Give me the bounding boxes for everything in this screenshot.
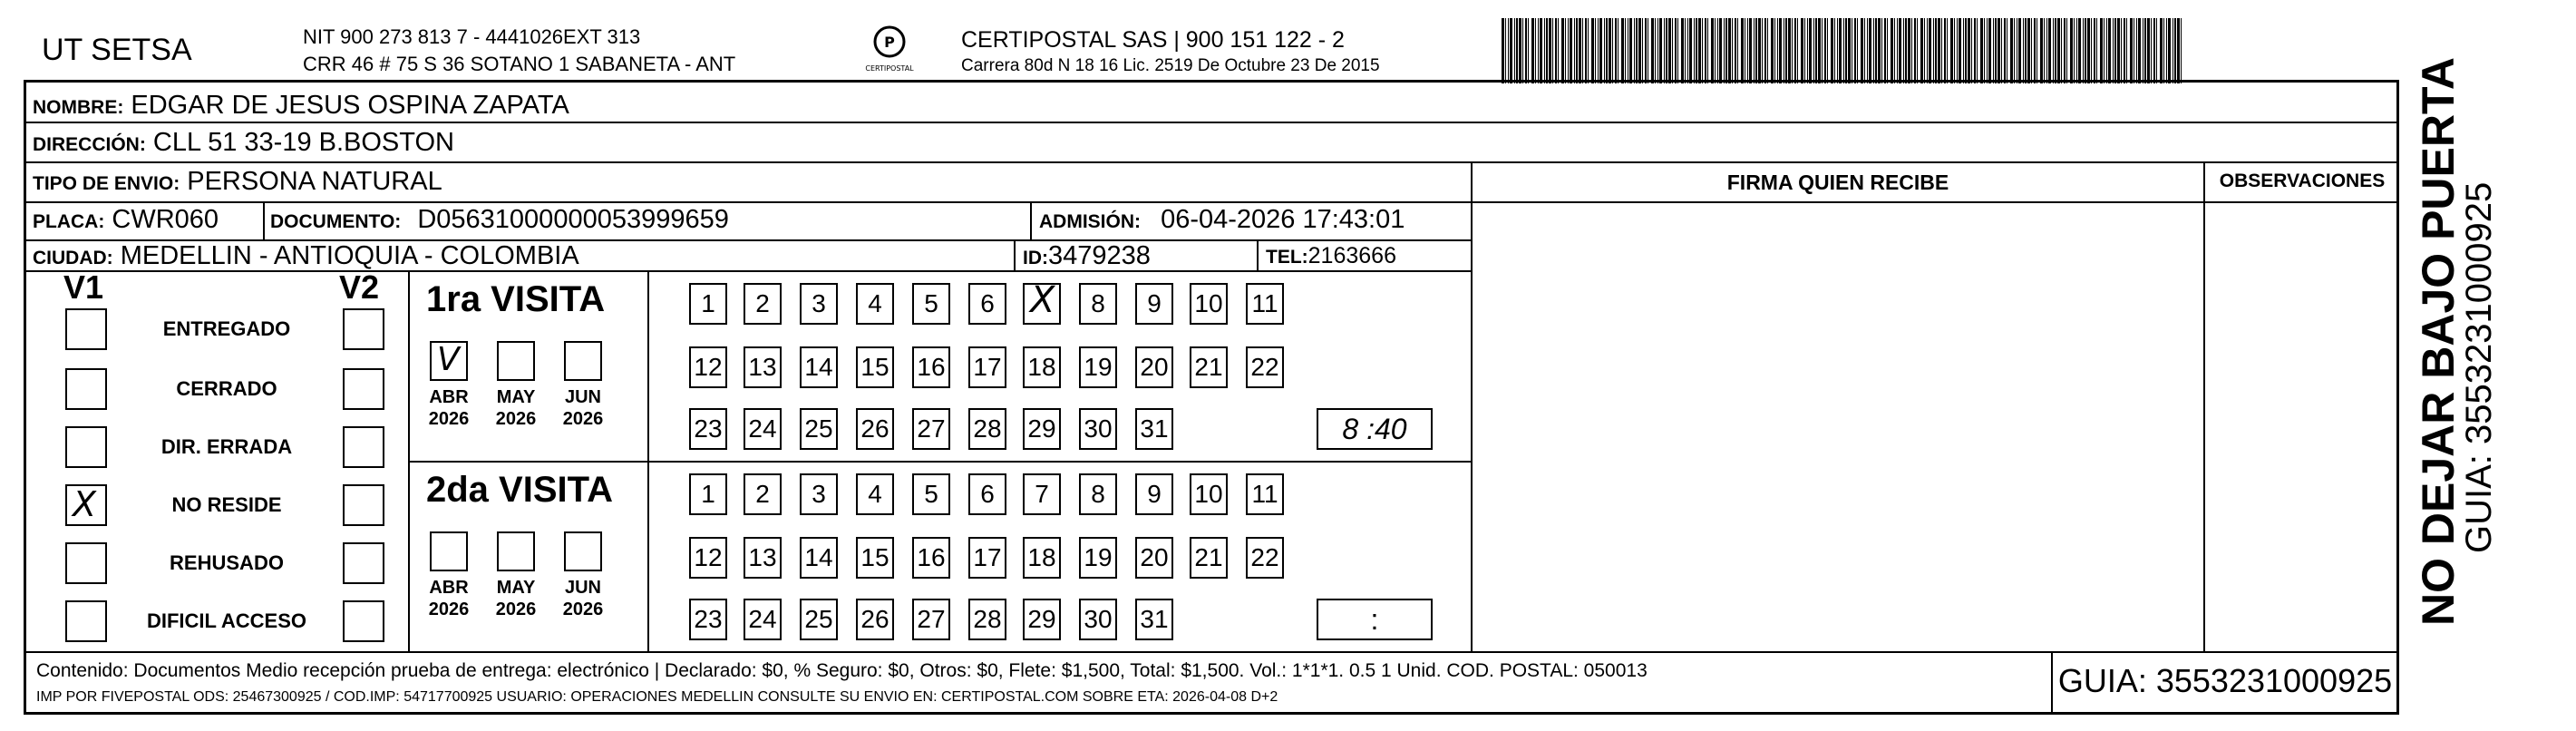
v1-checkbox[interactable] xyxy=(65,484,107,526)
day-box[interactable]: 11 xyxy=(1246,473,1284,515)
month-name: JUN xyxy=(564,578,601,598)
observations-area[interactable] xyxy=(2207,203,2397,649)
status-label: DIFICIL ACCESO xyxy=(146,609,306,632)
month-checkbox[interactable] xyxy=(497,341,535,381)
day-box[interactable]: 20 xyxy=(1135,537,1173,579)
day-box[interactable]: 2 xyxy=(744,283,782,325)
day-check-mark: X xyxy=(1030,279,1055,321)
day-box[interactable]: 29 xyxy=(1023,408,1061,450)
month-year: 2026 xyxy=(562,409,604,429)
day-box[interactable]: 17 xyxy=(968,537,1006,579)
day-box[interactable]: 23 xyxy=(689,408,727,450)
day-box[interactable]: 6 xyxy=(968,473,1006,515)
plate-label: PLACA: xyxy=(33,211,105,232)
v2-checkbox[interactable] xyxy=(343,426,384,468)
admission-field xyxy=(1039,205,1405,235)
day-box[interactable]: 10 xyxy=(1190,473,1228,515)
day-box[interactable]: 16 xyxy=(912,346,950,388)
admission-label: ADMISIÓN: xyxy=(1039,211,1141,232)
day-box[interactable]: 21 xyxy=(1190,537,1228,579)
footer-guide-number: GUIA: 3553231000925 xyxy=(2057,662,2393,699)
name-value: EDGAR DE JESUS OSPINA ZAPATA xyxy=(131,91,569,120)
day-box[interactable]: 7 xyxy=(1023,473,1061,515)
day-box[interactable]: 8 xyxy=(1079,473,1117,515)
city-label: CIUDAD: xyxy=(33,248,113,268)
day-box[interactable]: 17 xyxy=(968,346,1006,388)
month-name: JUN xyxy=(564,387,601,407)
signature-area[interactable] xyxy=(1474,203,2202,649)
status-label: CERRADO xyxy=(176,377,277,400)
day-box[interactable]: 29 xyxy=(1023,599,1061,640)
day-box[interactable]: 12 xyxy=(689,537,727,579)
day-box[interactable]: 26 xyxy=(856,408,894,450)
address-value: CLL 51 33-19 B.BOSTON xyxy=(152,128,454,157)
v1-header: V1 xyxy=(63,268,104,306)
day-box[interactable]: 13 xyxy=(744,346,782,388)
day-box[interactable]: 5 xyxy=(912,473,950,515)
day-box[interactable]: 28 xyxy=(968,599,1006,640)
v1-checkbox[interactable] xyxy=(65,600,107,642)
month-label xyxy=(556,386,610,430)
day-box[interactable]: 27 xyxy=(912,599,950,640)
day-box[interactable]: 24 xyxy=(744,599,782,640)
tel-field xyxy=(1266,243,1396,269)
v2-checkbox[interactable] xyxy=(343,542,384,584)
svg-text:P: P xyxy=(884,34,895,51)
time-box[interactable]: 8 :40 xyxy=(1317,408,1433,450)
status-label: REHUSADO xyxy=(170,551,284,574)
day-box[interactable]: 16 xyxy=(912,537,950,579)
month-year: 2026 xyxy=(495,599,537,619)
time-box[interactable]: : xyxy=(1317,599,1433,640)
id-label: ID: xyxy=(1023,248,1048,268)
address-line: CRR 46 # 75 S 36 SOTANO 1 SABANETA - ANT xyxy=(303,53,736,75)
month-name: MAY xyxy=(496,387,536,407)
document-field xyxy=(270,205,729,235)
admission-value: 06-04-2026 17:43:01 xyxy=(1161,205,1405,234)
id-value: 3479238 xyxy=(1048,241,1151,270)
month-year: 2026 xyxy=(495,409,537,429)
company-name: UT SETSA xyxy=(42,33,192,67)
month-year: 2026 xyxy=(428,599,470,619)
name-label: NOMBRE: xyxy=(33,97,124,118)
side-guide-number: GUIA: 3553231000925 xyxy=(2459,181,2499,553)
nit-line: NIT 900 273 813 7 - 4441026EXT 313 xyxy=(303,25,641,48)
day-box[interactable]: 27 xyxy=(912,408,950,450)
day-box[interactable]: 25 xyxy=(800,599,838,640)
v2-checkbox[interactable] xyxy=(343,368,384,410)
month-label xyxy=(422,386,476,430)
month-year: 2026 xyxy=(562,599,604,619)
day-box[interactable]: 19 xyxy=(1079,346,1117,388)
v1-checkbox[interactable] xyxy=(65,542,107,584)
month-checkbox[interactable] xyxy=(430,531,468,571)
day-box[interactable]: 8 xyxy=(1079,283,1117,325)
status-label: DIR. ERRADA xyxy=(160,435,293,458)
day-box[interactable]: 1 xyxy=(689,473,727,515)
day-box[interactable]: 13 xyxy=(744,537,782,579)
day-box[interactable]: 28 xyxy=(968,408,1006,450)
month-name: ABR xyxy=(429,578,469,598)
document-label: DOCUMENTO: xyxy=(270,211,402,232)
day-box[interactable]: 9 xyxy=(1135,473,1173,515)
city-value: MEDELLIN - ANTIOQUIA - COLOMBIA xyxy=(120,241,579,270)
v1-checkbox[interactable] xyxy=(65,308,107,350)
month-checkbox[interactable] xyxy=(497,531,535,571)
month-name: ABR xyxy=(429,387,469,407)
license-line: Carrera 80d N 18 16 Lic. 2519 De Octubre 23 De 2015 xyxy=(961,56,1380,75)
month-label xyxy=(489,386,543,430)
plate-field xyxy=(33,205,219,235)
day-box[interactable]: 21 xyxy=(1190,346,1228,388)
day-box[interactable]: 14 xyxy=(800,346,838,388)
month-checkbox[interactable] xyxy=(564,341,602,381)
day-box[interactable]: 26 xyxy=(856,599,894,640)
v1-check-mark: X xyxy=(73,484,97,524)
day-box[interactable]: 24 xyxy=(744,408,782,450)
document-value: D05631000000053999659 xyxy=(417,205,729,234)
content-line: Contenido: Documentos Medio recepción prueba de entrega: electrónico | Declarado: $0, % Seguro: $0, Otros: $0, Flete: $1,500, Total: $1,500. Vol.: 1*1*1. 0.5 1 Unid. COD. POSTAL: 050013 xyxy=(36,660,1648,681)
day-box[interactable]: 19 xyxy=(1079,537,1117,579)
address-field xyxy=(33,128,454,158)
day-box[interactable]: 11 xyxy=(1246,283,1284,325)
day-box[interactable]: 22 xyxy=(1246,537,1284,579)
month-label xyxy=(556,577,610,620)
v2-checkbox[interactable] xyxy=(343,308,384,350)
day-box[interactable]: 10 xyxy=(1190,283,1228,325)
day-box[interactable]: 30 xyxy=(1079,599,1117,640)
type-value: PERSONA NATURAL xyxy=(187,167,442,196)
day-box[interactable]: 18 xyxy=(1023,346,1061,388)
id-field xyxy=(1023,241,1151,271)
visit-title: 1ra VISITA xyxy=(426,279,606,319)
day-box[interactable]: 5 xyxy=(912,283,950,325)
day-box[interactable]: 31 xyxy=(1135,599,1173,640)
signature-column-header: FIRMA QUIEN RECIBE xyxy=(1726,171,1949,194)
day-box[interactable]: 2 xyxy=(744,473,782,515)
tel-value: 2163666 xyxy=(1307,243,1396,268)
day-box[interactable]: 14 xyxy=(800,537,838,579)
address-label: DIRECCIÓN: xyxy=(33,134,146,155)
status-label: NO RESIDE xyxy=(171,493,282,516)
day-box[interactable]: 3 xyxy=(800,473,838,515)
city-field xyxy=(33,241,579,271)
day-box[interactable] xyxy=(1023,279,1061,325)
day-box[interactable]: 1 xyxy=(689,283,727,325)
month-name: MAY xyxy=(496,578,536,598)
barcode-bar xyxy=(2182,18,2183,83)
day-box[interactable]: 31 xyxy=(1135,408,1173,450)
day-box[interactable]: 12 xyxy=(689,346,727,388)
day-box[interactable]: 30 xyxy=(1079,408,1117,450)
month-check-mark: V xyxy=(437,341,460,378)
day-box[interactable]: 20 xyxy=(1135,346,1173,388)
day-box[interactable]: 15 xyxy=(856,537,894,579)
barcode xyxy=(1502,18,2191,83)
certipostal-logo xyxy=(861,22,918,76)
v2-checkbox[interactable] xyxy=(343,484,384,526)
day-box[interactable]: 3 xyxy=(800,283,838,325)
month-year: 2026 xyxy=(428,409,470,429)
day-box[interactable]: 25 xyxy=(800,408,838,450)
month-checkbox[interactable] xyxy=(430,341,468,381)
day-box[interactable]: 4 xyxy=(856,473,894,515)
v1-checkbox[interactable] xyxy=(65,426,107,468)
day-box[interactable]: 18 xyxy=(1023,537,1061,579)
day-box[interactable]: 9 xyxy=(1135,283,1173,325)
carrier-line: CERTIPOSTAL SAS | 900 151 122 - 2 xyxy=(961,27,1345,53)
month-label xyxy=(422,577,476,620)
imp-line: IMP POR FIVEPOSTAL ODS: 25467300925 / COD.IMP: 54717700925 USUARIO: OPERACIONES MEDELLIN CONSULTE SU ENVIO EN: CERTIPOSTAL.COM SOBRE ETA: 2026-04-08 D+2 xyxy=(36,689,1278,705)
day-box[interactable]: 6 xyxy=(968,283,1006,325)
day-box[interactable]: 22 xyxy=(1246,346,1284,388)
observations-column-header: OBSERVACIONES xyxy=(2219,171,2386,191)
v1-checkbox[interactable] xyxy=(65,368,107,410)
month-label xyxy=(489,577,543,620)
day-box[interactable]: 4 xyxy=(856,283,894,325)
v2-header: V2 xyxy=(339,268,380,306)
day-box[interactable]: 23 xyxy=(689,599,727,640)
name-field xyxy=(33,91,569,121)
svg-text:CERTIPOSTAL: CERTIPOSTAL xyxy=(865,64,914,73)
no-dejar-warning: NO DEJAR BAJO PUERTA xyxy=(2413,57,2464,626)
month-checkbox[interactable] xyxy=(564,531,602,571)
visit-title: 2da VISITA xyxy=(426,470,613,510)
type-label: TIPO DE ENVIO: xyxy=(33,173,180,194)
plate-value: CWR060 xyxy=(112,205,219,234)
tel-label: TEL: xyxy=(1266,247,1308,268)
day-box[interactable]: 15 xyxy=(856,346,894,388)
type-field xyxy=(33,167,442,197)
v2-checkbox[interactable] xyxy=(343,600,384,642)
status-label: ENTREGADO xyxy=(162,317,291,340)
